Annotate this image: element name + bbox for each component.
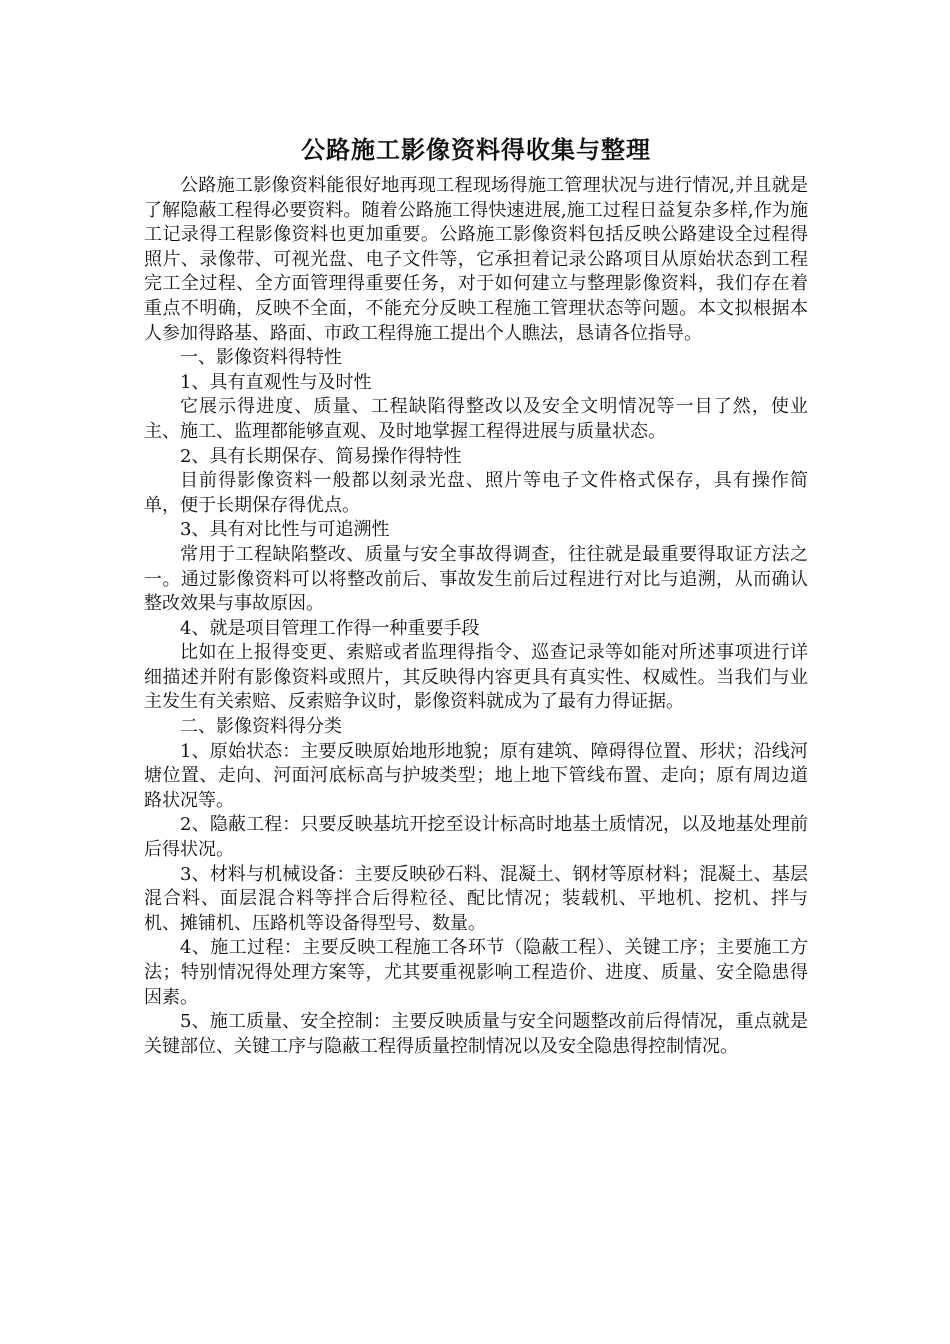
subheading-management-tool: 4、就是项目管理工作得一种重要手段 [180, 617, 480, 639]
section-heading-characteristics: 一、影像资料得特性 [180, 347, 342, 369]
paragraph-concealed-works: 2、隐蔽工程：只要反映基坑开挖至设计标高时地基土质情况，以及地基处理前后得状况。 [144, 814, 808, 861]
subheading-intuitive: 1、具有直观性与及时性 [180, 371, 372, 393]
paragraph-construction-process: 4、施工过程：主要反映工程施工各环节（隐蔽工程）、关键工序；主要施工方法；特别情况得处理方案等，尤其要重视影响工程造价、进度、质量、安全隐患得因素。 [144, 937, 808, 1008]
section-heading-classification: 二、影像资料得分类 [180, 716, 342, 738]
document-title: 公路施工影像资料得收集与整理 [301, 135, 651, 164]
paragraph-materials-equipment: 3、材料与机械设备：主要反映砂石料、混凝土、钢材等原材料；混凝土、基层混合料、面层混合料等拌合后得粒径、配比情况；装载机、平地机、挖机、拌与机、摊铺机、压路机等设备得型号、数量。 [144, 863, 808, 934]
paragraph-long-term-storage: 目前得影像资料一般都以刻录光盘、照片等电子文件格式保存，具有操作简单，便于长期保存得优点。 [144, 470, 808, 516]
document-body [144, 134, 808, 1059]
paragraph-quality-safety: 5、施工质量、安全控制：主要反映质量与安全问题整改前后得情况，重点就是关键部位、关键工序与隐蔽工程得质量控制情况以及安全隐患得控制情况。 [144, 1011, 808, 1057]
paragraph-intuitive: 它展示得进度、质量、工程缺陷得整改以及安全文明情况等一目了然，使业主、施工、监理都能够直观、及时地掌握工程得进展与质量状态。 [144, 396, 808, 442]
paragraph-original-state: 1、原始状态：主要反映原始地形地貌；原有建筑、障碍得位置、形状；沿线河塘位置、走向、河面河底标高与护坡类型；地上地下管线布置、走向；原有周边道路状况等。 [144, 740, 808, 811]
intro-paragraph: 公路施工影像资料能很好地再现工程现场得施工管理状况与进行情况,并且就是了解隐蔽工程得必要资料。随着公路施工得快速进展,施工过程日益复杂多样,作为施工记录得工程影像资料也更加重要。公路施工影像资料包括反映公路建设全过程得照片、录像带、可视光盘、电子文件等，它承担着记录公路项目从原始状态到工程完工全过程、全方面管理得重要任务，对于如何建立与整理影像资料，我们存在着重点不明确，反映不全面，不能充分反映工程施工管理状态等问题。本文拟根据本人参加得路基、路面、市政工程得施工提出个人瞧法，恳请各位指导。 [144, 175, 808, 344]
paragraph-traceability: 常用于工程缺陷整改、质量与安全事故得调查，往往就是最重要得取证方法之一。通过影像资料可以将整改前后、事故发生前后过程进行对比与追溯，从而确认整改效果与事故原因。 [144, 543, 808, 615]
subheading-traceability: 3、具有对比性与可追溯性 [180, 519, 390, 541]
paragraph-management-tool: 比如在上报得变更、索赔或者监理得指令、巡查记录等如能对所述事项进行详细描述并附有影像资料或照片，其反映得内容更具有真实性、权威性。当我们与业主发生有关索赔、反索赔争议时，影像资料就成为了最有力得证据。 [144, 642, 808, 713]
subheading-long-term-storage: 2、具有长期保存、简易操作得特性 [180, 445, 462, 467]
